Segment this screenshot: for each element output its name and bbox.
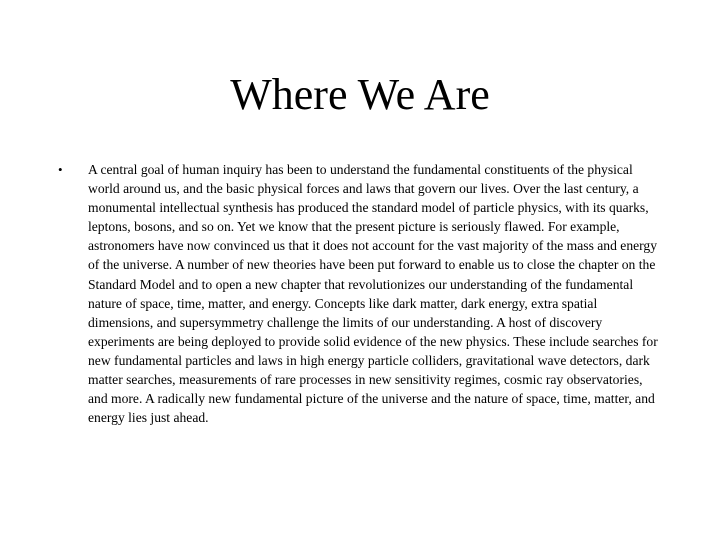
bullet-text: A central goal of human inquiry has been to understand the fundamental constituents of the physical world around us, and the basic physical forces and laws that govern our lives. Over the last century, a monumental intellectual synthesis has produced the standard model of particle physics, with its quarks, leptons, bosons, and so on. Yet we know that the present picture is seriously flawed. For example, astronomers have now convinced us that it does not account for the vast majority of the mass and energy of the universe. A number of new theories have been put forward to enable us to close the chapter on the Standard Model and to open a new chapter that revolutionizes our understanding of the fundamental nature of space, time, matter, and energy. Concepts like dark matter, dark energy, extra spatial dimensions, and supersymmetry challenge the limits of our understanding. A host of discovery experiments are being deployed to provide solid evidence of the new physics. These include searches for new fundamental particles and laws in high energy particle colliders, gravitational wave detectors, dark matter searches, measurements of rare processes in new sensitivity regimes, cosmic ray observatories, and more. A radically new fundamental picture of the universe and the nature of space, time, matter, and energy lies just ahead. [88, 162, 658, 426]
bullet-marker: • [58, 162, 63, 177]
slide-title: Where We Are [230, 70, 490, 119]
bullet-list [56, 160, 664, 427]
bullet-item [56, 160, 664, 427]
